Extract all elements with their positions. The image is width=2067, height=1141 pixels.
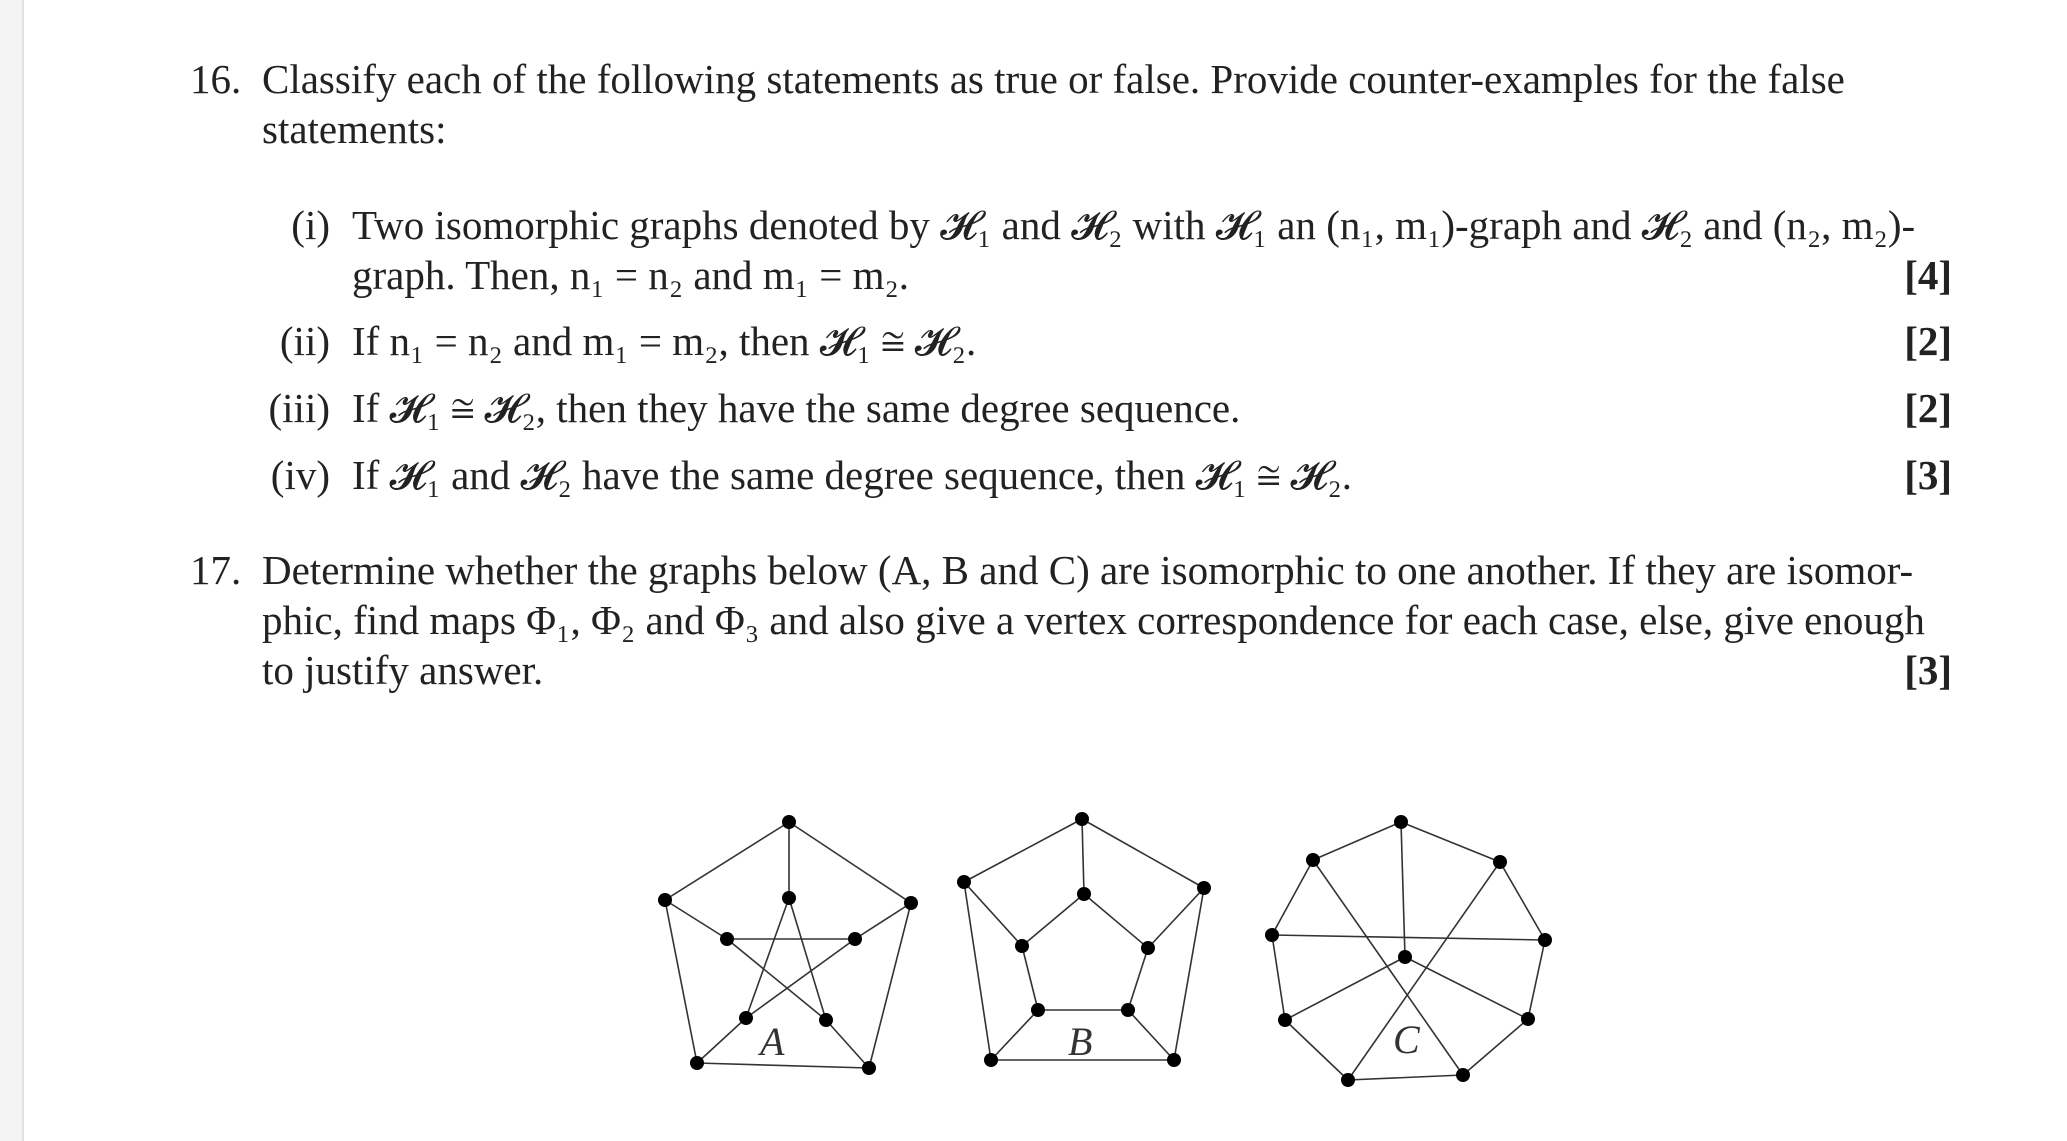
graph-edge (991, 1010, 1038, 1060)
graph-vertex (1015, 939, 1029, 953)
graph-edge (1313, 860, 1463, 1075)
graph-edge (1500, 862, 1545, 940)
graph-edge (826, 1020, 869, 1068)
graph-vertex (1394, 815, 1408, 829)
graph-vertex (1398, 950, 1412, 964)
question-line: statements: (262, 106, 447, 152)
graph-edge (665, 900, 697, 1063)
question-number: 17. (190, 547, 242, 593)
graph-vertex (1278, 1013, 1292, 1027)
graph-edge (746, 939, 855, 1018)
graph-vertex (904, 896, 918, 910)
graph-edge (1348, 862, 1500, 1080)
graph-edge (1084, 894, 1148, 948)
graph-vertex (1167, 1053, 1181, 1067)
mark-badge: [3] (1904, 452, 1952, 498)
graph-edge (1128, 948, 1148, 1010)
graph-edge (697, 1018, 746, 1063)
graph-edge (746, 898, 789, 1018)
mark-badge: [4] (1904, 252, 1952, 298)
graph-vertex (1141, 941, 1155, 955)
graph-vertex (782, 891, 796, 905)
graph-vertex (690, 1056, 704, 1070)
graph-vertex (1077, 887, 1091, 901)
graph-edge (1463, 1019, 1528, 1075)
graph-edge (964, 882, 991, 1060)
question-number: 16. (190, 56, 242, 102)
part-label: (i) (291, 202, 330, 248)
part-line: graph. Then, n₁ = n₂ and m₁ = m₂. (352, 252, 910, 298)
graph-vertex (658, 893, 672, 907)
graph-edge (1082, 819, 1204, 888)
graph-vertex (1493, 855, 1507, 869)
graph-edge (665, 822, 789, 900)
question-line: to justify answer. (262, 647, 544, 693)
graph-edge (1272, 935, 1285, 1020)
graph-vertex (782, 815, 796, 829)
graph-vertex (1456, 1068, 1470, 1082)
graph-a (665, 822, 911, 1068)
graph-vertex (1538, 933, 1552, 947)
part-label: (iv) (270, 452, 330, 498)
graph-edge (1082, 819, 1084, 894)
graph-vertex (739, 1011, 753, 1025)
graph-edge (1272, 935, 1545, 940)
graph-vertex (957, 875, 971, 889)
graph-label: C (1393, 1017, 1420, 1062)
graph-edge (1401, 822, 1500, 862)
graph-vertex (1265, 928, 1279, 942)
graph-label: B (1068, 1019, 1093, 1064)
graph-vertex (1121, 1003, 1135, 1017)
part-line: If 𝓗₁ and 𝓗₂ have the same degree sequence, then 𝓗₁ ≅ 𝓗₂. (352, 452, 1353, 498)
graph-vertex (862, 1061, 876, 1075)
graph-edge (1285, 1020, 1348, 1080)
graph-vertex (1521, 1012, 1535, 1026)
mark-badge: [3] (1904, 647, 1952, 693)
graph-edge (1405, 957, 1528, 1019)
graph-edge (1022, 894, 1084, 946)
graph-vertex (1341, 1073, 1355, 1087)
graph-vertex (984, 1053, 998, 1067)
question-line: Determine whether the graphs below (A, B and C) are isomorphic to one another. If they are isomor- (262, 547, 1914, 593)
graph-a-vertices (658, 815, 918, 1075)
graph-edge (789, 898, 826, 1020)
mark-badge: [2] (1904, 385, 1952, 431)
part-label: (iii) (268, 385, 330, 431)
graph-edge (1022, 946, 1038, 1010)
graph-edge (1128, 1010, 1174, 1060)
graph-label: A (760, 1019, 785, 1064)
part-line: If n₁ = n₂ and m₁ = m₂, then 𝓗₁ ≅ 𝓗₂. (352, 318, 977, 364)
graph-edge (1272, 860, 1313, 935)
graph-edge (1528, 940, 1545, 1019)
part-line: If 𝓗₁ ≅ 𝓗₂, then they have the same degree sequence. (352, 385, 1241, 431)
question-line: Classify each of the following statements as true or false. Provide counter-examples for the false (262, 56, 1845, 102)
graph-vertex (819, 1013, 833, 1027)
question-line: phic, find maps Φ₁, Φ₂ and Φ₃ and also give a vertex correspondence for each case, else, give enough (262, 597, 1925, 643)
graph-vertex (1306, 853, 1320, 867)
part-line: Two isomorphic graphs denoted by 𝓗₁ and 𝓗₂ with 𝓗₁ an (n₁, m₁)-graph and 𝓗₂ and (n₂, m₂)- (352, 202, 1916, 248)
graph-vertex (848, 932, 862, 946)
graph-edge (1313, 822, 1401, 860)
graph-edge (964, 819, 1082, 882)
graph-edge (789, 822, 911, 903)
graph-edge (869, 903, 911, 1068)
graph-edge (1174, 888, 1204, 1060)
graph-edge (665, 900, 727, 939)
graph-edge (1348, 1075, 1463, 1080)
graph-vertex (1031, 1003, 1045, 1017)
graph-vertex (1075, 812, 1089, 826)
graph-vertex (1197, 881, 1211, 895)
graph-edge (727, 939, 826, 1020)
graph-vertex (720, 932, 734, 946)
mark-badge: [2] (1904, 318, 1952, 364)
part-label: (ii) (279, 318, 330, 364)
